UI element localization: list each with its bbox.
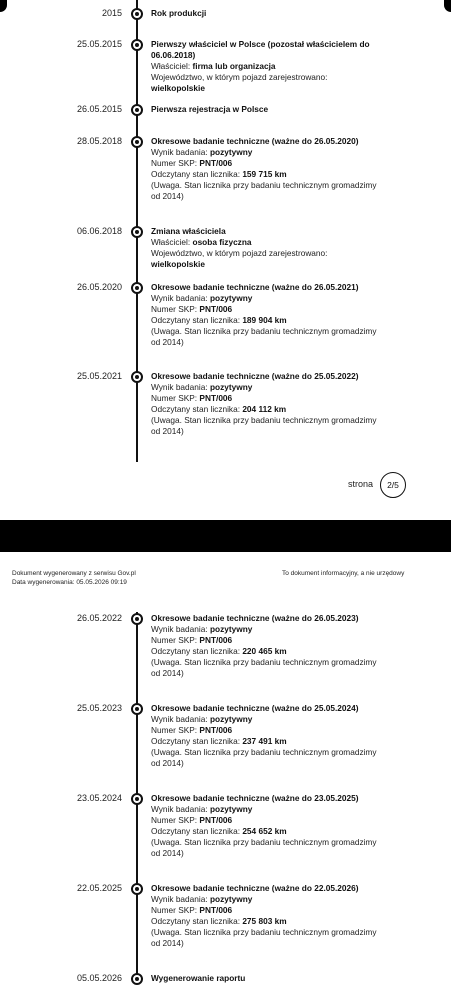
entry-detail [151, 147, 383, 158]
detail-label: Odczytany stan licznika: [151, 736, 243, 746]
detail-label: Odczytany stan licznika: [151, 916, 243, 926]
entry-detail [151, 657, 383, 679]
entry-detail [151, 815, 383, 826]
entry-detail [151, 916, 383, 927]
detail-label: Wynik badania: [151, 894, 210, 904]
detail-label: Wynik badania: [151, 293, 210, 303]
detail-label: Numer SKP: [151, 393, 200, 403]
detail-value: 189 904 km [242, 315, 287, 325]
entry-detail [151, 905, 383, 916]
entry-date: 26.05.2020 [76, 282, 122, 292]
entry-detail [151, 326, 383, 348]
detail-value: wielkopolskie [151, 259, 205, 269]
pagination-label: strona [348, 479, 374, 489]
entry-detail [151, 624, 383, 635]
timeline-dot-icon [131, 282, 143, 294]
entry-detail [151, 725, 383, 736]
detail-value: pozytywny [209, 382, 253, 392]
entry-content [151, 104, 383, 115]
entry-date: 2015 [101, 8, 122, 18]
detail-label: Odczytany stan licznika: [151, 404, 243, 414]
detail-value: 237 491 km [242, 736, 287, 746]
detail-label: Numer SKP: [151, 304, 200, 314]
detail-value: PNT/006 [199, 158, 233, 168]
entry-content [151, 973, 383, 984]
entry-content [151, 282, 383, 348]
entry-date: 25.05.2015 [76, 39, 122, 49]
detail-label: Wynik badania: [151, 147, 210, 157]
detail-label: (Uwaga. Stan licznika przy badaniu technicznym gromadzimy od 2014) [151, 657, 377, 678]
entry-detail [151, 404, 383, 415]
timeline-dot-icon [131, 371, 143, 383]
entry-detail [151, 158, 383, 169]
entry-date: 22.05.2025 [76, 883, 122, 893]
detail-label: Numer SKP: [151, 635, 200, 645]
entry-content [151, 883, 383, 949]
detail-value: PNT/006 [199, 725, 233, 735]
page-edge-right [444, 0, 451, 12]
entry-title: Pierwsza rejestracja w Polsce [151, 104, 269, 114]
entry-detail [151, 635, 383, 646]
detail-label: (Uwaga. Stan licznika przy badaniu technicznym gromadzimy od 2014) [151, 326, 377, 347]
detail-value: pozytywny [209, 147, 253, 157]
detail-label: Właściciel: [151, 237, 193, 247]
detail-value: pozytywny [209, 624, 253, 634]
detail-label: Odczytany stan licznika: [151, 646, 243, 656]
entry-date: 28.05.2018 [76, 136, 122, 146]
entry-detail [151, 61, 383, 72]
entry-content [151, 39, 383, 94]
entry-detail [151, 714, 383, 725]
detail-value: PNT/006 [199, 393, 233, 403]
timeline-dot-icon [131, 613, 143, 625]
entry-date: 23.05.2024 [76, 793, 122, 803]
entry-date: 25.05.2021 [76, 371, 122, 381]
entry-detail [151, 169, 383, 180]
detail-value: pozytywny [209, 293, 253, 303]
detail-value: pozytywny [209, 804, 253, 814]
detail-label: (Uwaga. Stan licznika przy badaniu technicznym gromadzimy od 2014) [151, 837, 377, 858]
entry-detail [151, 382, 383, 393]
entry-date: 26.05.2022 [76, 613, 122, 623]
detail-label: Wynik badania: [151, 624, 210, 634]
detail-value: pozytywny [209, 714, 253, 724]
entry-title: Zmiana właściciela [151, 226, 226, 236]
entry-title: Okresowe badanie techniczne (ważne do 25.05.2024) [151, 703, 359, 713]
entry-title: Okresowe badanie techniczne (ważne do 25.05.2022) [151, 371, 359, 381]
entry-title: Okresowe badanie techniczne (ważne do 23.05.2025) [151, 793, 359, 803]
timeline-dot-icon [131, 136, 143, 148]
detail-label: Województwo, w którym pojazd zarejestrowano: [151, 72, 328, 82]
detail-value: PNT/006 [199, 635, 233, 645]
detail-value: pozytywny [209, 894, 253, 904]
document-source: Dokument wygenerowany z serwisu Gov.pl [12, 570, 136, 577]
detail-label: Numer SKP: [151, 158, 200, 168]
entry-detail [151, 72, 383, 94]
detail-label: Odczytany stan licznika: [151, 169, 243, 179]
pagination-indicator: 2/5 [380, 472, 406, 498]
pagination [348, 472, 408, 498]
entry-detail [151, 415, 383, 437]
detail-value: osoba fizyczna [192, 237, 252, 247]
entry-title: Okresowe badanie techniczne (ważne do 22.05.2026) [151, 883, 359, 893]
entry-content [151, 8, 383, 19]
detail-value: firma lub organizacja [192, 61, 276, 71]
informational-note: To dokument informacyjny, a nie urzędowy [282, 570, 405, 577]
page-separator [0, 520, 451, 552]
detail-label: Numer SKP: [151, 725, 200, 735]
entry-detail [151, 248, 383, 270]
timeline-dot-icon [131, 39, 143, 51]
entry-content [151, 136, 383, 202]
timeline-dot-icon [131, 703, 143, 715]
entry-content [151, 793, 383, 859]
detail-value: PNT/006 [199, 815, 233, 825]
detail-value: 220 465 km [242, 646, 287, 656]
generation-date: Data wygenerowania: 05.05.2026 09:19 [12, 579, 127, 586]
detail-label: (Uwaga. Stan licznika przy badaniu technicznym gromadzimy od 2014) [151, 180, 377, 201]
detail-label: (Uwaga. Stan licznika przy badaniu technicznym gromadzimy od 2014) [151, 927, 377, 948]
entry-content [151, 226, 383, 270]
detail-value: 254 652 km [242, 826, 287, 836]
entry-title: Rok produkcji [151, 8, 207, 18]
report-page-2 [0, 552, 451, 998]
entry-detail [151, 747, 383, 769]
entry-detail [151, 736, 383, 747]
detail-label: Województwo, w którym pojazd zarejestrowano: [151, 248, 328, 258]
detail-label: Wynik badania: [151, 804, 210, 814]
entry-detail [151, 646, 383, 657]
timeline-dot-icon [131, 8, 143, 20]
timeline-dot-icon [131, 793, 143, 805]
timeline-dot-icon [131, 883, 143, 895]
detail-value: 204 112 km [242, 404, 287, 414]
entry-detail [151, 293, 383, 304]
detail-label: Numer SKP: [151, 815, 200, 825]
entry-detail [151, 304, 383, 315]
entry-date: 25.05.2023 [76, 703, 122, 713]
detail-label: Odczytany stan licznika: [151, 315, 243, 325]
detail-value: wielkopolskie [151, 83, 205, 93]
entry-detail [151, 393, 383, 404]
entry-title: Pierwszy właściciel w Polsce (pozostał właścicielem do 06.06.2018) [151, 39, 370, 60]
entry-detail [151, 180, 383, 202]
detail-label: Wynik badania: [151, 382, 210, 392]
detail-value: PNT/006 [199, 905, 233, 915]
detail-label: (Uwaga. Stan licznika przy badaniu technicznym gromadzimy od 2014) [151, 747, 377, 768]
entry-title: Wygenerowanie raportu [151, 973, 246, 983]
entry-detail [151, 927, 383, 949]
document-source-note [12, 569, 136, 587]
detail-label: Wynik badania: [151, 714, 210, 724]
detail-label: (Uwaga. Stan licznika przy badaniu technicznym gromadzimy od 2014) [151, 415, 377, 436]
timeline-dot-icon [131, 973, 143, 985]
entry-title: Okresowe badanie techniczne (ważne do 26.05.2023) [151, 613, 359, 623]
entry-date: 06.06.2018 [76, 226, 122, 236]
timeline-dot-icon [131, 104, 143, 116]
entry-detail [151, 894, 383, 905]
timeline-dot-icon [131, 226, 143, 238]
detail-label: Właściciel: [151, 61, 193, 71]
detail-value: PNT/006 [199, 304, 233, 314]
entry-detail [151, 826, 383, 837]
entry-title: Okresowe badanie techniczne (ważne do 26.05.2020) [151, 136, 359, 146]
entry-detail [151, 237, 383, 248]
entry-title: Okresowe badanie techniczne (ważne do 26.05.2021) [151, 282, 359, 292]
detail-value: 159 715 km [242, 169, 287, 179]
entry-detail [151, 315, 383, 326]
entry-date: 05.05.2026 [76, 973, 122, 983]
entry-content [151, 703, 383, 769]
entry-content [151, 371, 383, 437]
entry-date: 26.05.2015 [76, 104, 122, 114]
entry-content [151, 613, 383, 679]
entry-detail [151, 804, 383, 815]
detail-label: Odczytany stan licznika: [151, 826, 243, 836]
entry-detail [151, 837, 383, 859]
detail-value: 275 803 km [242, 916, 287, 926]
detail-label: Numer SKP: [151, 905, 200, 915]
